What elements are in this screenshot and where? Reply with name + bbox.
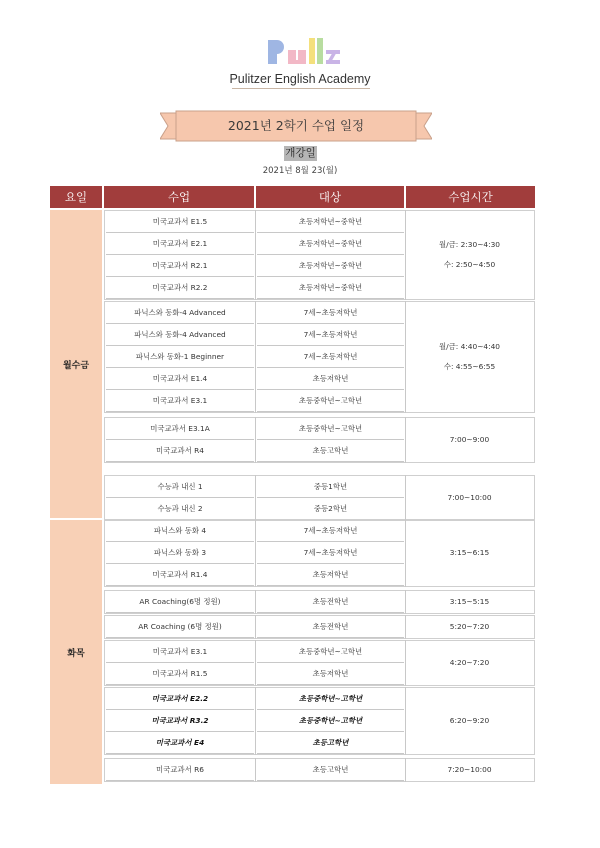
- class-target: 중등2학년: [257, 498, 404, 520]
- class-target: 초등중학년~고학년: [257, 688, 404, 710]
- class-target: 초등저학년~중학년: [257, 277, 404, 299]
- class-name: 미국교과서 E3.1: [106, 390, 254, 412]
- class-name: 미국교과서 E2.1: [106, 233, 254, 255]
- class-name: 미국교과서 R3.2: [106, 710, 254, 732]
- class-name: 파닉스와 동화-4 Advanced: [106, 324, 254, 346]
- class-target: 초등전학년: [257, 591, 404, 613]
- class-name: 파닉스와 동화-1 Beginner: [106, 346, 254, 368]
- time-line: 6:20~9:20: [449, 716, 490, 725]
- time-line: 7:20~10:00: [447, 765, 492, 774]
- column-divider: [255, 475, 256, 521]
- class-name: 미국교과서 R1.4: [106, 564, 254, 586]
- class-name: 파닉스와 동화 4: [106, 520, 254, 542]
- opening-label: 개강일: [285, 147, 316, 159]
- class-target: 7세~초등저학년: [257, 520, 404, 542]
- time-line: 4:20~7:20: [449, 658, 490, 667]
- class-name: AR Coaching (6명 정원): [106, 616, 254, 638]
- time-line: 5:20~7:20: [449, 622, 490, 631]
- time-line: 월/금: 2:30~4:30: [439, 240, 500, 249]
- class-name: 미국교과서 R4: [106, 440, 254, 462]
- time-line: 3:15~6:15: [449, 548, 490, 557]
- class-time: [406, 590, 533, 614]
- class-name: 수능과 내신 1: [106, 476, 254, 498]
- column-divider: [255, 615, 256, 639]
- class-name: 미국교과서 E3.1: [106, 641, 254, 663]
- class-name: 미국교과서 E1.4: [106, 368, 254, 390]
- time-line: 7:00~10:00: [447, 493, 492, 502]
- time-line: 7:00~9:00: [449, 435, 490, 444]
- class-target: 초등저학년~중학년: [257, 255, 404, 277]
- column-divider: [255, 640, 256, 686]
- class-target: 초등저학년~중학년: [257, 211, 404, 233]
- header-target: 대상: [256, 186, 404, 208]
- class-target: 초등저학년: [257, 368, 404, 390]
- class-name: 미국교과서 R6: [106, 759, 254, 781]
- time-line: 수: 2:50~4:50: [443, 260, 496, 269]
- column-divider: [255, 687, 256, 755]
- schedule-title: 2021년 2학기 수업 일정: [227, 118, 365, 133]
- class-name: 미국교과서 R2.1: [106, 255, 254, 277]
- class-name: 파닉스와 동화-4 Advanced: [106, 302, 254, 324]
- column-divider: [255, 417, 256, 463]
- class-name: AR Coaching(6명 정원): [106, 591, 254, 613]
- class-target: 7세~초등저학년: [257, 542, 404, 564]
- header-day: 요일: [50, 186, 102, 208]
- class-time: [406, 210, 533, 300]
- time-line: 월/금: 4:40~4:40: [439, 342, 500, 351]
- class-time: [406, 687, 533, 755]
- day-tue-thu: 화목: [50, 520, 102, 784]
- academy-name: Pulitzer English Academy: [229, 72, 371, 86]
- class-name: 미국교과서 E4: [106, 732, 254, 754]
- class-time: [406, 301, 533, 413]
- time-line: 3:15~5:15: [449, 597, 490, 606]
- class-name: 미국교과서 R2.2: [106, 277, 254, 299]
- class-name: 미국교과서 E2.2: [106, 688, 254, 710]
- class-time: [406, 475, 533, 521]
- class-name: 미국교과서 E3.1A: [106, 418, 254, 440]
- class-target: 초등고학년: [257, 732, 404, 754]
- column-divider: [255, 519, 256, 587]
- time-line: 수: 4:55~6:55: [443, 362, 496, 371]
- class-time: [406, 640, 533, 686]
- column-divider: [255, 210, 256, 300]
- class-target: 초등중학년~고학년: [257, 418, 404, 440]
- class-name: 미국교과서 R1.5: [106, 663, 254, 685]
- class-target: 초등중학년~고학년: [257, 390, 404, 412]
- logo-underline: [232, 88, 370, 89]
- class-target: 7세~초등저학년: [257, 346, 404, 368]
- class-target: 초등전학년: [257, 616, 404, 638]
- class-target: 초등고학년: [257, 440, 404, 462]
- class-target: 중등1학년: [257, 476, 404, 498]
- header-class: 수업: [104, 186, 254, 208]
- column-divider: [255, 758, 256, 782]
- class-time: [406, 615, 533, 639]
- class-name: 미국교과서 E1.5: [106, 211, 254, 233]
- header-time: 수업시간: [406, 186, 535, 208]
- class-target: 7세~초등저학년: [257, 324, 404, 346]
- class-target: 초등저학년: [257, 663, 404, 685]
- class-target: 초등고학년: [257, 759, 404, 781]
- class-time: [406, 758, 533, 782]
- opening-date: 2021년 8월 23(월): [262, 166, 338, 176]
- class-target: 초등중학년~고학년: [257, 710, 404, 732]
- class-target: 초등중학년~고학년: [257, 641, 404, 663]
- class-target: 초등저학년~중학년: [257, 233, 404, 255]
- day-mon-wed-fri: 월수금: [50, 210, 102, 518]
- class-time: [406, 519, 533, 587]
- class-time: [406, 417, 533, 463]
- column-divider: [255, 301, 256, 413]
- class-name: 파닉스와 동화 3: [106, 542, 254, 564]
- column-divider: [255, 590, 256, 614]
- class-name: 수능과 내신 2: [106, 498, 254, 520]
- class-target: 초등저학년: [257, 564, 404, 586]
- academy-logo: [258, 36, 348, 72]
- class-target: 7세~초등저학년: [257, 302, 404, 324]
